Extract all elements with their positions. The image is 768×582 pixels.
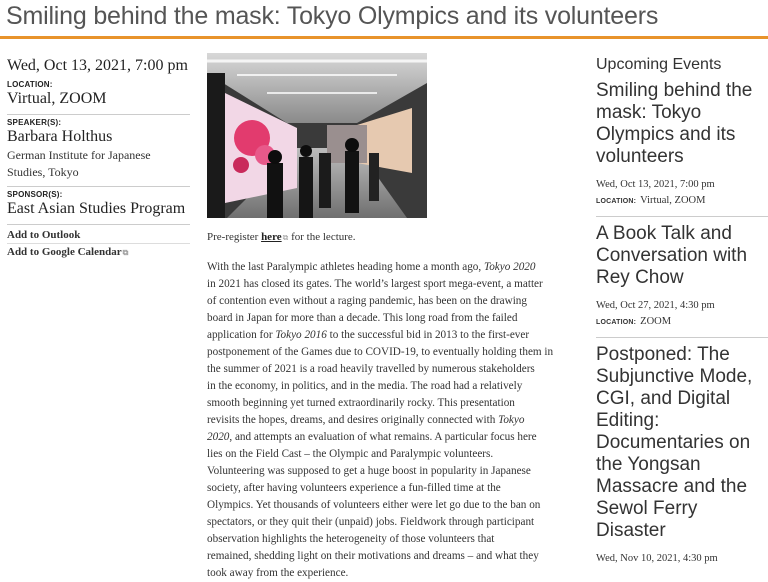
event-photo bbox=[207, 53, 427, 218]
sponsor-name: East Asian Studies Program bbox=[7, 200, 186, 217]
description-line bbox=[207, 446, 582, 463]
description-text: in 2021 has closed its gates. The world’s largest sport mega-event, a matter bbox=[207, 278, 543, 290]
divider bbox=[7, 114, 190, 115]
speaker-org-line1: German Institute for Japanese bbox=[7, 148, 151, 162]
description-line bbox=[207, 344, 582, 361]
description-line bbox=[207, 429, 582, 446]
title-line: Subjunctive Mode, bbox=[596, 366, 753, 387]
description-line bbox=[207, 565, 582, 582]
upcoming-event-link[interactable] bbox=[596, 80, 768, 168]
preregister-before: Pre-register bbox=[207, 231, 262, 243]
description-text: smooth beginning yet turned extraordinarily rocky. This presentation bbox=[207, 397, 515, 409]
description-line bbox=[207, 276, 582, 293]
description-line bbox=[207, 378, 582, 395]
description-line bbox=[207, 531, 582, 548]
description-text: , and attempts an evaluation of what remains. A particular focus here bbox=[229, 431, 537, 443]
speaker-org-line2: Studies, Tokyo bbox=[7, 165, 79, 179]
title-line: Olympics and its bbox=[596, 124, 736, 145]
title-line: mask: Tokyo bbox=[596, 102, 702, 123]
description-text: observation highlights the heterogeneity of those volunteers that bbox=[207, 533, 495, 545]
description-text: revisits the hopes, dreams, and desires originally connected with bbox=[207, 414, 499, 426]
upcoming-events-heading: Upcoming Events bbox=[596, 56, 722, 73]
description-line bbox=[207, 361, 582, 378]
description-text: Olympics. Yet thousands of volunteers either were let go due to the ban on bbox=[207, 499, 541, 511]
page-title: Smiling behind the mask: Tokyo Olympics and its volunteers bbox=[6, 2, 659, 30]
title-line: CGI, and Digital bbox=[596, 388, 731, 409]
divider bbox=[7, 224, 190, 225]
description-text: to the successful bid in 2013 to the first-ever bbox=[326, 329, 530, 341]
event-description bbox=[207, 259, 582, 582]
description-line bbox=[207, 310, 582, 327]
description-text: of contention even without a raging pandemic, has been on the drawing bbox=[207, 295, 527, 307]
title-line: Documentaries on bbox=[596, 432, 751, 453]
title-line: Editing: bbox=[596, 410, 660, 431]
event-location: Virtual, ZOOM bbox=[7, 90, 107, 107]
upcoming-event-datetime: Wed, Oct 13, 2021, 7:00 pm bbox=[596, 179, 715, 190]
upcoming-event-location: ZOOM bbox=[640, 316, 672, 327]
italic-title-text: Tokyo 2016 bbox=[275, 329, 327, 341]
event-datetime: Wed, Oct 13, 2021, 7:00 pm bbox=[7, 57, 188, 74]
upcoming-event-title bbox=[596, 344, 768, 542]
description-text: With the last Paralympic athletes heading home a month ago, bbox=[207, 261, 484, 273]
description-text: remained, shedding light on their motivations and dreams – and what they bbox=[207, 550, 539, 562]
event-details bbox=[7, 57, 190, 261]
italic-title-text: Tokyo 2020 bbox=[484, 261, 536, 273]
description-text: application for bbox=[207, 329, 276, 341]
description-text: in the economy, in politics, and in the media. The road had a relatively bbox=[207, 380, 523, 392]
upcoming-events bbox=[596, 56, 768, 567]
upcoming-event-title bbox=[596, 223, 768, 289]
description-text: society, after having volunteers experience a fun-filled time at the bbox=[207, 482, 501, 494]
upcoming-event-meta bbox=[596, 177, 768, 210]
add-to-google-calendar-label: Add to Google Calendar bbox=[7, 246, 122, 258]
description-text: postponement of the Games due to COVID-19, to eventually holding them in bbox=[207, 346, 554, 358]
divider bbox=[596, 216, 768, 217]
title-line: the Yongsan bbox=[596, 454, 701, 475]
description-line bbox=[207, 412, 582, 429]
description-line bbox=[207, 480, 582, 497]
title-line: Conversation with bbox=[596, 245, 748, 266]
preregister-text bbox=[207, 231, 356, 243]
sponsors-label: SPONSOR(S): bbox=[7, 190, 63, 199]
description-line bbox=[207, 259, 582, 276]
upcoming-event-link[interactable] bbox=[596, 344, 768, 542]
upcoming-event-location: Virtual, ZOOM bbox=[640, 195, 706, 206]
location-label: LOCATION: bbox=[596, 319, 637, 326]
description-line bbox=[207, 293, 582, 310]
upcoming-event-datetime: Wed, Nov 10, 2021, 4:30 pm bbox=[596, 553, 718, 564]
title-line: Postponed: The bbox=[596, 344, 730, 365]
description-text: took away from the experience. bbox=[207, 567, 349, 579]
upcoming-event-title bbox=[596, 80, 768, 168]
title-line: Disaster bbox=[596, 520, 666, 541]
add-to-outlook-link[interactable] bbox=[7, 227, 190, 243]
description-text: board in Japan for more than a decade. This long road from the failed bbox=[207, 312, 518, 324]
speakers-label: SPEAKER(S): bbox=[7, 118, 62, 127]
add-to-google-calendar-link[interactable] bbox=[7, 243, 190, 261]
description-line bbox=[207, 327, 582, 344]
upcoming-event-datetime: Wed, Oct 27, 2021, 4:30 pm bbox=[596, 300, 715, 311]
title-line: Smiling behind the bbox=[596, 80, 753, 101]
description-line bbox=[207, 395, 582, 412]
description-line bbox=[207, 548, 582, 565]
external-link-icon: ⧉ bbox=[122, 248, 129, 257]
italic-title-text: Tokyo bbox=[498, 414, 525, 426]
title-rule bbox=[0, 36, 768, 39]
description-text: spectators, or they quit their (unpaid) jobs. Fieldwork through participant bbox=[207, 516, 535, 528]
upcoming-event-meta bbox=[596, 551, 768, 567]
divider bbox=[7, 186, 190, 187]
description-text: the summer of 2021 is a road heavily travelled by numerous stakeholders bbox=[207, 363, 535, 375]
italic-title-text: 2020 bbox=[207, 431, 230, 443]
description-line bbox=[207, 514, 582, 531]
title-line: Sewol Ferry bbox=[596, 498, 698, 519]
speaker-name: Barbara Holthus bbox=[7, 128, 113, 145]
title-line: volunteers bbox=[596, 146, 684, 167]
location-label: LOCATION: bbox=[7, 80, 53, 89]
divider bbox=[596, 337, 768, 338]
upcoming-event-link[interactable] bbox=[596, 223, 768, 289]
upcoming-event-meta bbox=[596, 298, 768, 331]
description-line bbox=[207, 463, 582, 480]
title-line: A Book Talk and bbox=[596, 223, 732, 244]
description-text: lies on the Field Cast – the Olympic and Paralympic volunteers. bbox=[207, 448, 494, 460]
description-line bbox=[207, 497, 582, 514]
location-label: LOCATION: bbox=[596, 198, 637, 205]
description-text: Volunteering was supposed to get a huge boost in popularity in Japanese bbox=[207, 465, 531, 477]
preregister-after: for the lecture. bbox=[288, 231, 356, 243]
external-link-icon: ⧉ bbox=[282, 233, 289, 242]
preregister-link[interactable]: here bbox=[261, 231, 282, 243]
add-to-outlook-label: Add to Outlook bbox=[7, 229, 81, 241]
title-line: Massacre and the bbox=[596, 476, 748, 497]
title-line: Rey Chow bbox=[596, 267, 684, 288]
